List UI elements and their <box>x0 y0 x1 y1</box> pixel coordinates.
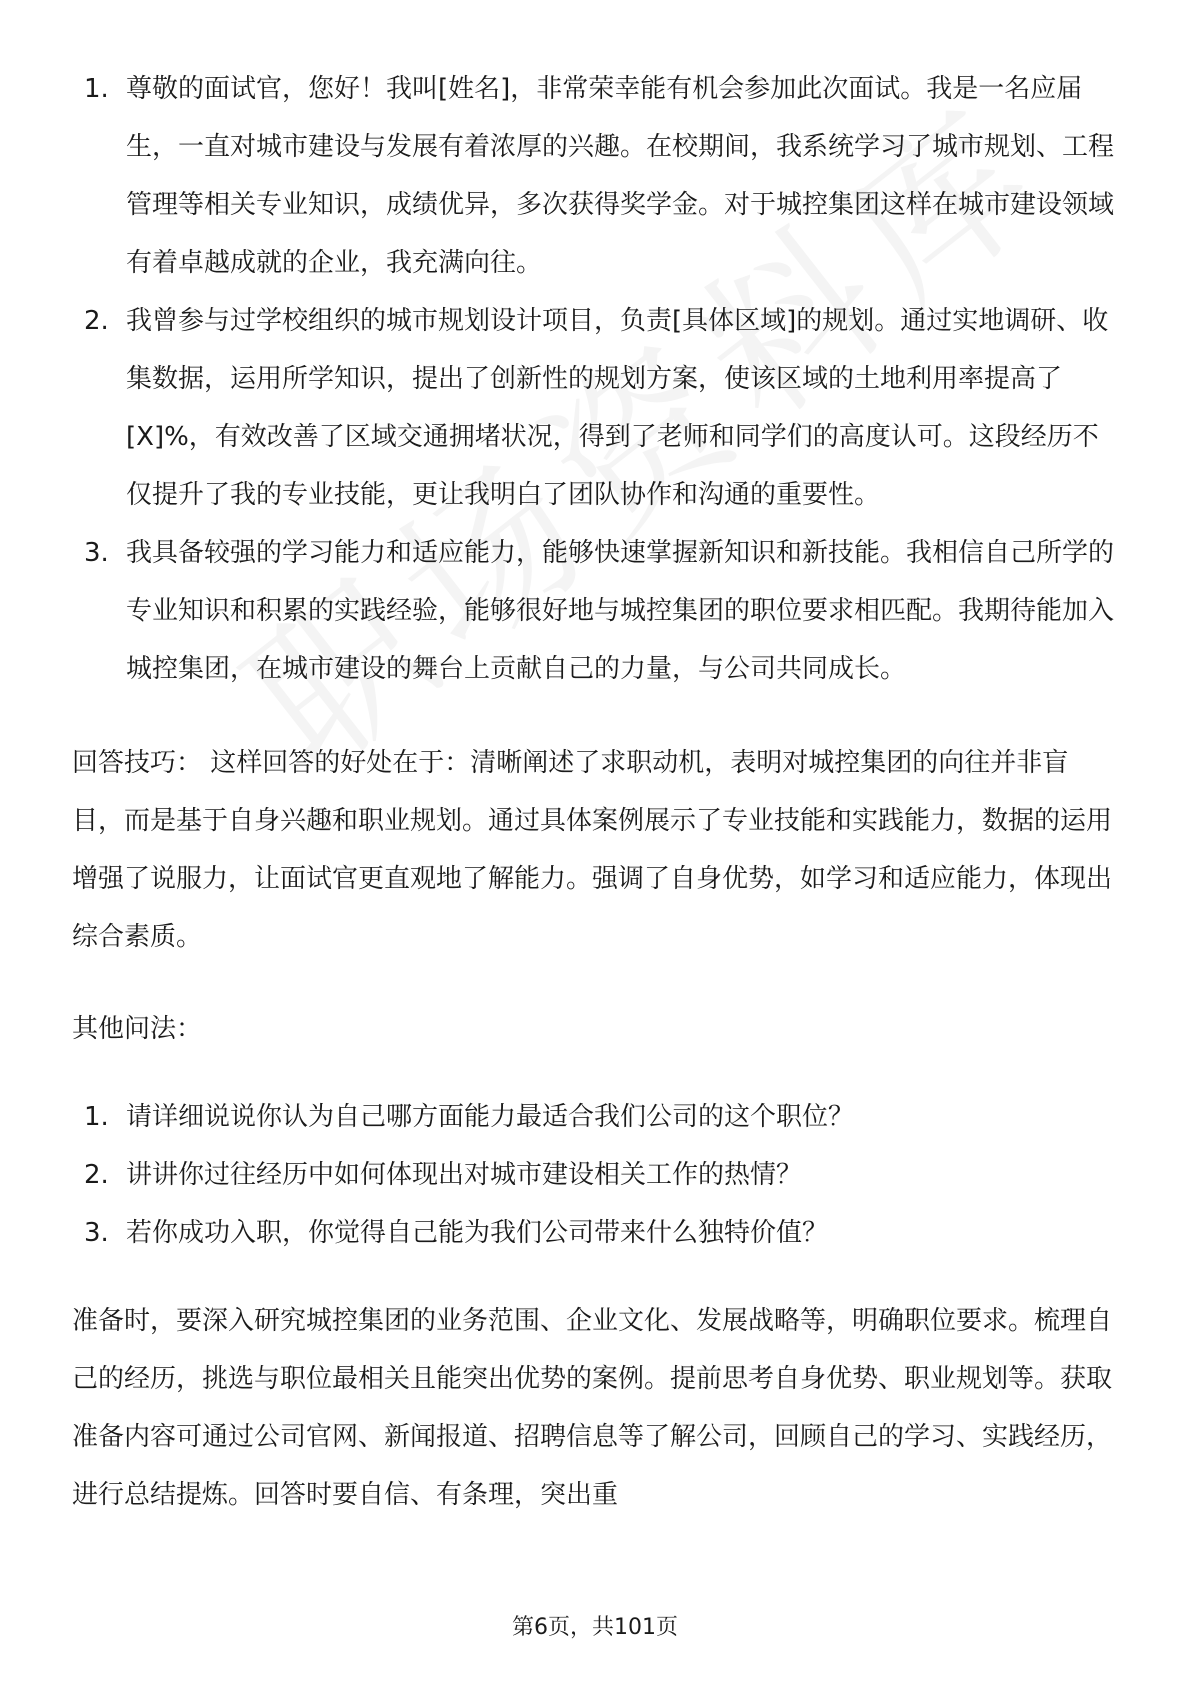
list-number: 1. <box>84 74 109 104</box>
answer-tips-paragraph: 回答技巧： 这样回答的好处在于：清晰阐述了求职动机，表明对城控集团的向往并非盲目，而是基于自身兴趣和职业规划。通过具体案例展示了专业技能和实践能力，数据的运用增强了说服力，让面试官更直观地了解能力。强调了自身优势，如学习和适应能力，体现出综合素质。 <box>72 748 1113 952</box>
list-number: 3. <box>84 1218 109 1248</box>
list-item <box>72 1204 1120 1262</box>
document-page <box>72 60 1120 1524</box>
preparation-paragraph: 准备时，要深入研究城控集团的业务范围、企业文化、发展战略等，明确职位要求。梳理自己的经历，挑选与职位最相关且能突出优势的案例。提前思考自身优势、职业规划等。获取准备内容可通过公司官网、新闻报道、招聘信息等了解公司，回顾自己的学习、实践经历，进行总结提炼。回答时要自信、有条理，突出重 <box>72 1306 1113 1510</box>
list-number: 3. <box>84 538 109 568</box>
other-questions-list <box>72 1088 1120 1262</box>
list-number: 2. <box>84 1160 109 1190</box>
list-item <box>72 1088 1120 1146</box>
list-item-text: 若你成功入职，你觉得自己能为我们公司带来什么独特价值？ <box>126 1218 829 1248</box>
list-item-text: 我曾参与过学校组织的城市规划设计项目，负责[具体区域]的规划。通过实地调研、收集数据，运用所学知识，提出了创新性的规划方案，使该区域的土地利用率提高了[X]%，有效改善了区域交通拥堵状况，得到了老师和同学们的高度认可。这段经历不仅提升了我的专业技能，更让我明白了团队协作和沟通的重要性。 <box>126 306 1109 510</box>
other-questions-heading: 其他问法： <box>72 1014 203 1044</box>
list-item-text: 讲讲你过往经历中如何体现出对城市建设相关工作的热情？ <box>126 1160 803 1190</box>
list-item-text: 我具备较强的学习能力和适应能力，能够快速掌握新知识和新技能。我相信自己所学的专业知识和积累的实践经验，能够很好地与城控集团的职位要求相匹配。我期待能加入城控集团，在城市建设的舞台上贡献自己的力量，与公司共同成长。 <box>126 538 1115 684</box>
list-item-text: 尊敬的面试官，您好！我叫[姓名]，非常荣幸能有机会参加此次面试。我是一名应届生，一直对城市建设与发展有着浓厚的兴趣。在校期间，我系统学习了城市规划、工程管理等相关专业知识，成绩优异，多次获得奖学金。对于城控集团这样在城市建设领域有着卓越成就的企业，我充满向往。 <box>126 74 1115 278</box>
list-item <box>72 1146 1120 1204</box>
list-item <box>72 60 1120 292</box>
page-number-footer: 第6页，共101页 <box>512 1615 678 1640</box>
list-item <box>72 292 1120 524</box>
list-item <box>72 524 1120 698</box>
list-number: 2. <box>84 306 109 336</box>
list-item-text: 请详细说说你认为自己哪方面能力最适合我们公司的这个职位？ <box>126 1102 855 1132</box>
answer-list <box>72 60 1120 698</box>
list-number: 1. <box>84 1102 109 1132</box>
